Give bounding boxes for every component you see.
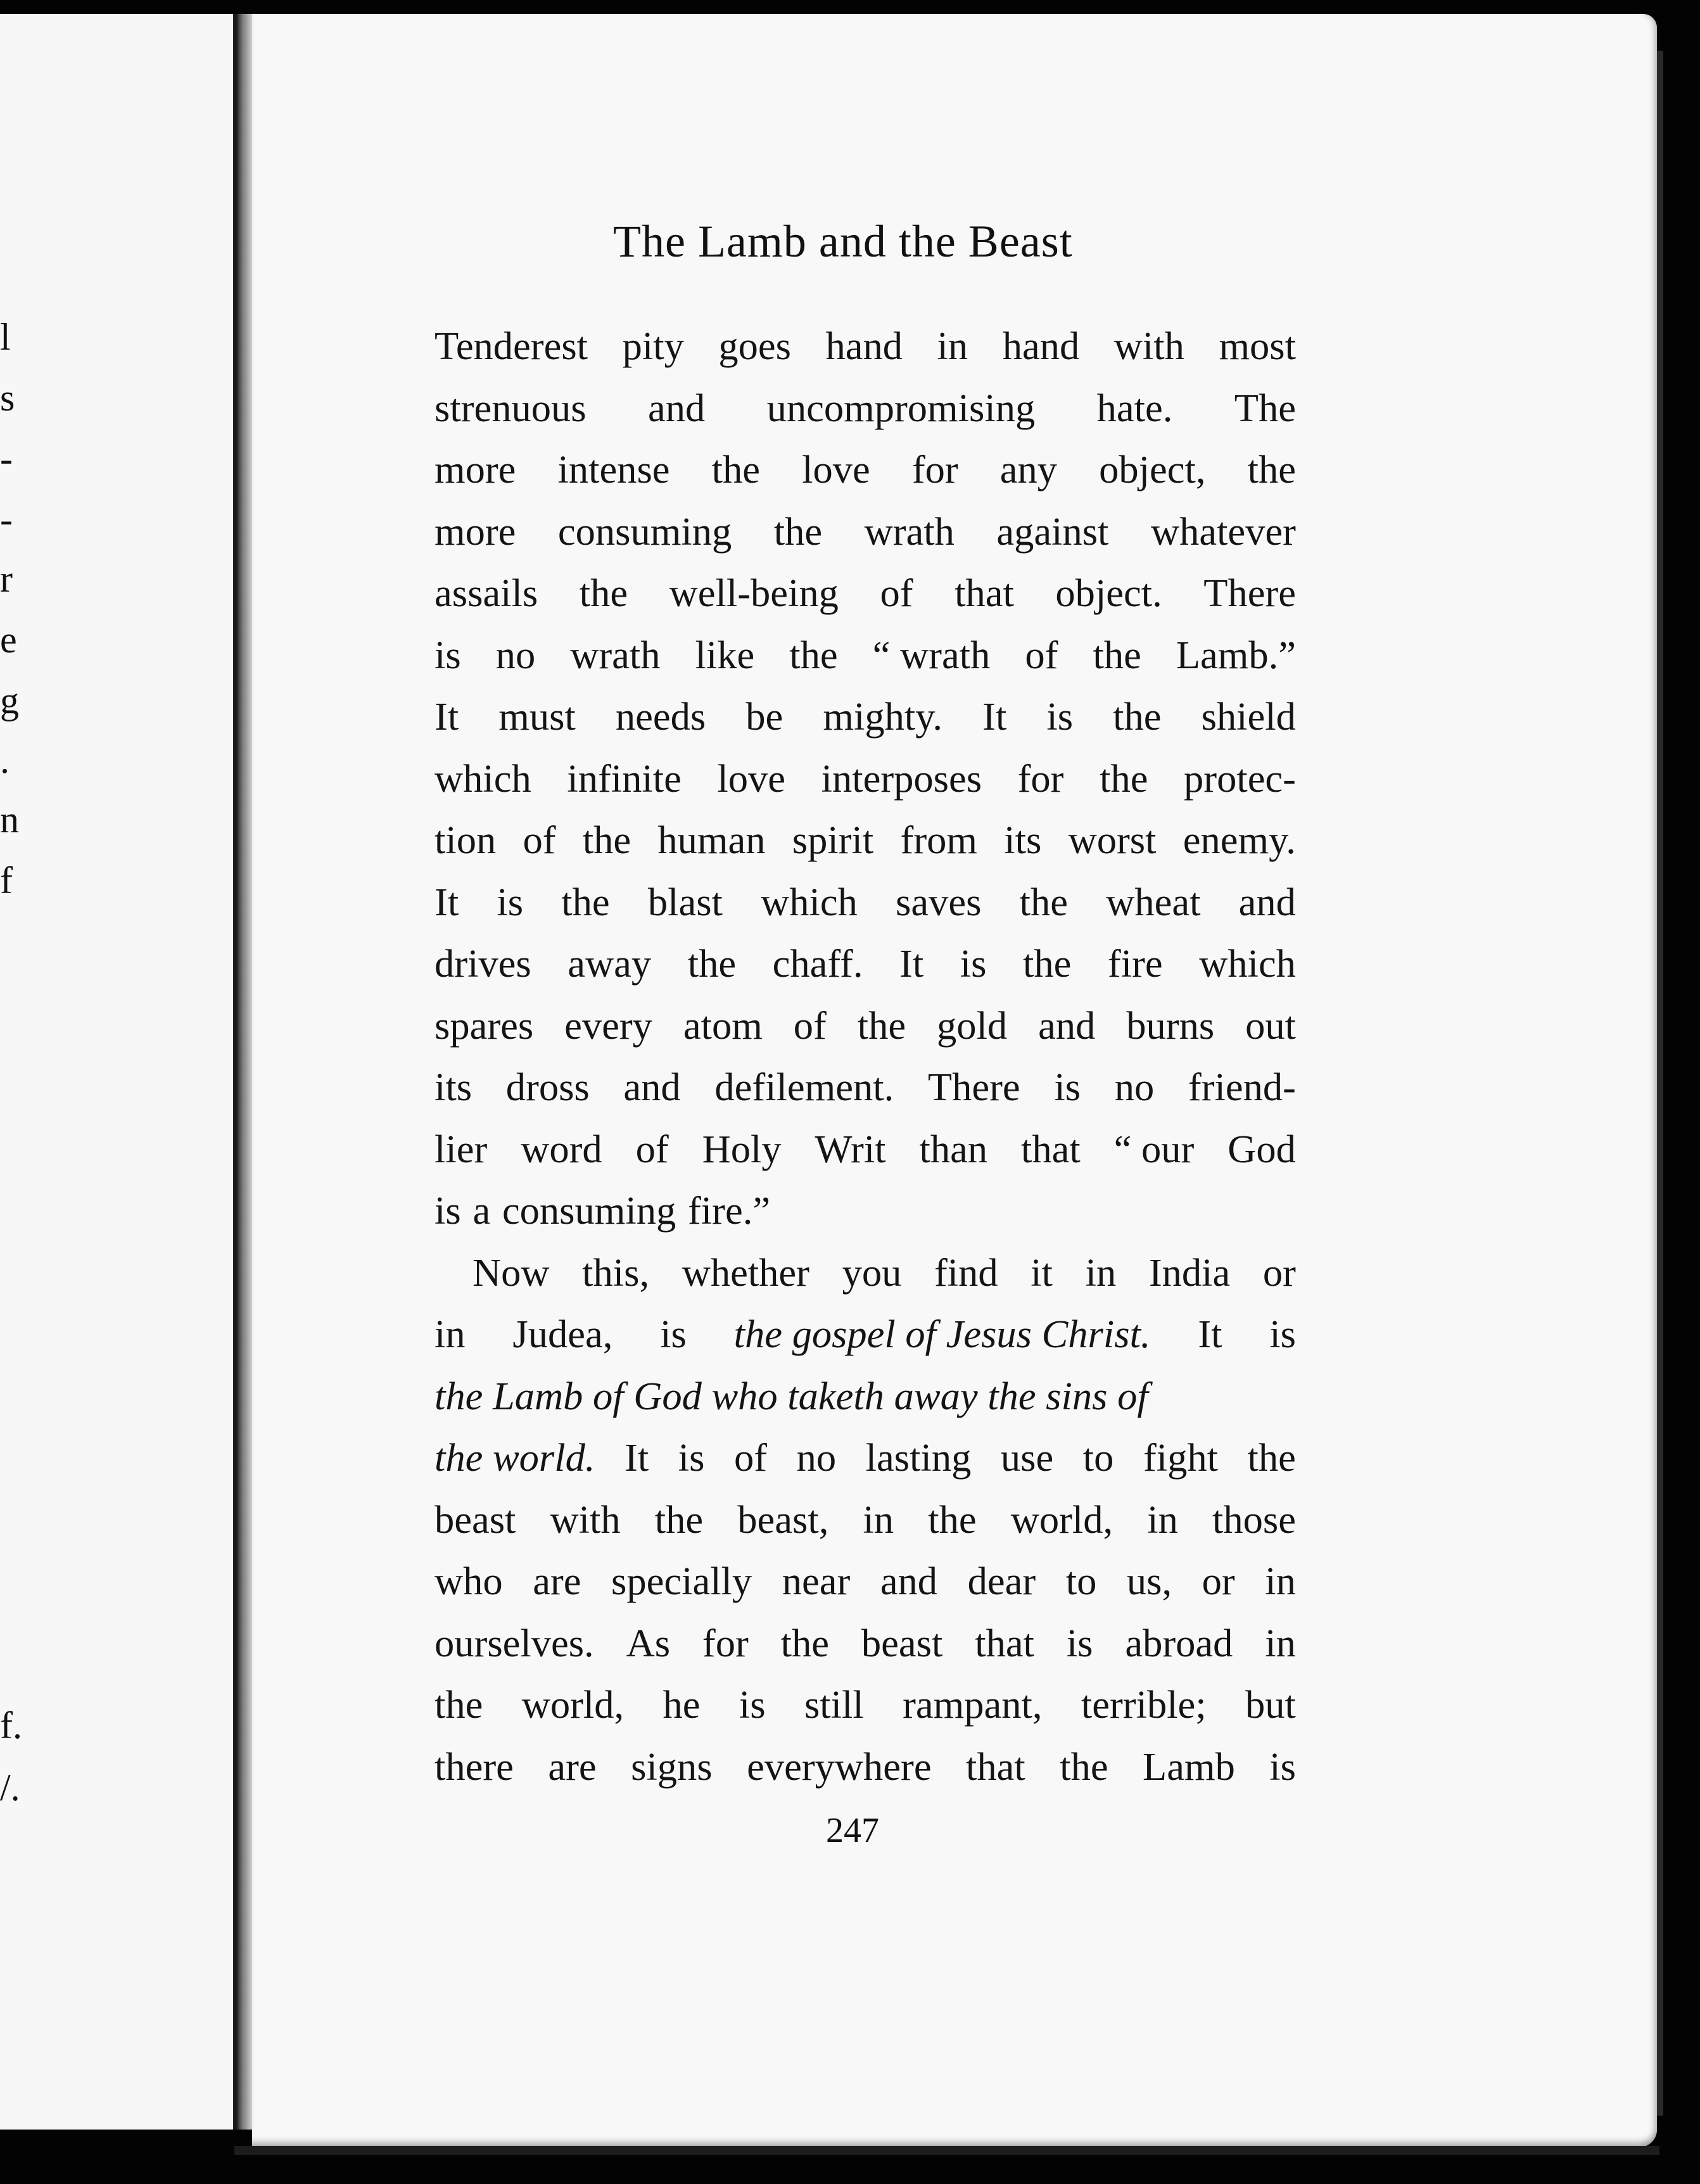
text-line — [435, 1489, 1296, 1551]
word: and — [1238, 879, 1296, 924]
word: he — [663, 1682, 701, 1727]
word: “ our — [1113, 1126, 1195, 1171]
word: is — [435, 632, 461, 677]
text-line — [435, 686, 1296, 748]
word: consuming — [502, 1188, 676, 1233]
page-edge — [1657, 51, 1663, 2116]
word: object, — [1099, 447, 1206, 492]
word: in — [1265, 1620, 1296, 1665]
word: There — [1203, 571, 1296, 615]
word: there — [435, 1744, 514, 1789]
cut-off-letter: s — [0, 377, 15, 419]
text-line — [435, 315, 1296, 378]
word: in — [1085, 1250, 1117, 1295]
word: is — [1066, 1620, 1093, 1665]
word: burns — [1126, 1003, 1215, 1048]
word: the — [687, 941, 737, 986]
word: are — [533, 1559, 581, 1603]
word: blast — [647, 879, 723, 924]
word: fire.” — [687, 1188, 771, 1233]
word: the — [1100, 756, 1148, 801]
word: of — [793, 1003, 827, 1048]
word: is — [960, 941, 987, 986]
word: assails — [435, 571, 538, 615]
text-line — [435, 1366, 1296, 1428]
page-number: 247 — [826, 1811, 879, 1850]
text-line — [435, 933, 1296, 995]
cut-off-letter: f — [0, 860, 13, 901]
word: Judea, — [512, 1312, 613, 1356]
text-line — [435, 1304, 1296, 1366]
word: hate. — [1096, 385, 1173, 430]
word: any — [999, 447, 1058, 492]
word: enemy. — [1183, 818, 1296, 862]
word: the — [711, 447, 761, 492]
word: God — [1227, 1126, 1296, 1171]
word: from — [900, 818, 978, 862]
word: of — [523, 818, 556, 862]
word: dear — [967, 1559, 1036, 1603]
word: still — [804, 1682, 864, 1727]
word: to — [1082, 1435, 1114, 1480]
left-page-cut-off-letters — [0, 316, 22, 1838]
word: is — [678, 1435, 705, 1480]
running-head: The Lamb and the Beast — [613, 216, 1073, 267]
word: the — [1113, 694, 1162, 739]
word: the — [654, 1497, 704, 1542]
word: the — [1023, 941, 1072, 986]
text-line — [435, 562, 1296, 625]
word: chaff. — [772, 941, 863, 986]
word: away — [568, 941, 652, 986]
word: the — [561, 879, 610, 924]
word: spirit — [792, 818, 874, 862]
word: drives — [435, 941, 531, 986]
word: us, — [1126, 1559, 1172, 1603]
word: ourselves. — [435, 1620, 594, 1665]
word: use — [1000, 1435, 1054, 1480]
word: and — [1038, 1003, 1096, 1048]
word: spares — [435, 1003, 534, 1048]
word: in — [435, 1312, 466, 1356]
word: in — [863, 1497, 894, 1542]
text-line — [435, 1736, 1296, 1798]
word: word — [521, 1126, 602, 1171]
text-line — [435, 1180, 1296, 1242]
word: infinite — [567, 756, 682, 801]
word: the — [773, 509, 823, 554]
word: saves — [896, 879, 982, 924]
word: beast, — [737, 1497, 829, 1542]
word: every — [564, 1003, 652, 1048]
text-line — [435, 748, 1296, 810]
word: are — [548, 1744, 597, 1789]
word: is — [1269, 1744, 1296, 1789]
word: in — [1265, 1559, 1296, 1603]
text-line — [435, 1613, 1296, 1675]
word: consuming — [557, 509, 732, 554]
word: for — [1017, 756, 1064, 801]
word: mighty. — [823, 694, 943, 739]
word: fire — [1107, 941, 1163, 986]
word: that — [955, 571, 1014, 615]
word: lasting — [865, 1435, 972, 1480]
word: hand — [825, 324, 903, 368]
word: fight — [1143, 1435, 1218, 1480]
word: and — [880, 1559, 938, 1603]
word: a — [473, 1188, 491, 1233]
word: the gospel of Jesus Christ. — [733, 1312, 1151, 1356]
text-line — [435, 625, 1296, 687]
word: the world. — [435, 1435, 595, 1480]
word: the — [857, 1003, 906, 1048]
word: lier — [435, 1126, 488, 1171]
word: the — [1019, 879, 1068, 924]
word: that — [1021, 1126, 1081, 1171]
word: atom — [683, 1003, 763, 1048]
text-line — [435, 378, 1296, 440]
word: specially — [611, 1559, 752, 1603]
word: terrible; — [1081, 1682, 1207, 1727]
word: strenuous — [435, 385, 587, 430]
word: signs — [631, 1744, 713, 1789]
cut-off-letter: . — [0, 739, 10, 781]
word: well-being — [669, 571, 839, 615]
word: dross — [505, 1065, 590, 1109]
word: more — [435, 509, 516, 554]
word: It — [1198, 1312, 1222, 1356]
word: Now — [473, 1250, 550, 1295]
word: love — [802, 447, 870, 492]
text-line — [435, 995, 1296, 1057]
word: It — [435, 694, 459, 739]
word: object. — [1055, 571, 1162, 615]
word: with — [1113, 324, 1184, 368]
word: most — [1219, 324, 1296, 368]
word: that — [966, 1744, 1025, 1789]
word: the Lamb of God who taketh away the sins of — [435, 1373, 1148, 1418]
word: its — [435, 1065, 473, 1109]
word: worst — [1068, 818, 1157, 862]
word: It — [899, 941, 924, 986]
word: As — [626, 1620, 671, 1665]
word: the — [789, 632, 838, 677]
cut-off-letter: f. — [0, 1705, 22, 1746]
word: for — [702, 1620, 749, 1665]
word: its — [1004, 818, 1042, 862]
word: the — [780, 1620, 830, 1665]
text-line — [435, 1427, 1296, 1489]
body-text — [435, 315, 1296, 1798]
word: Tenderest — [435, 324, 588, 368]
word: against — [996, 509, 1109, 554]
word: pity — [622, 324, 684, 368]
word: the — [435, 1682, 483, 1727]
word: interposes — [821, 756, 982, 801]
word: which — [761, 879, 858, 924]
word: intense — [557, 447, 670, 492]
cut-off-letter: n — [0, 799, 19, 841]
word: the — [582, 818, 631, 862]
word: out — [1245, 1003, 1296, 1048]
word: is — [1046, 694, 1074, 739]
word: whether — [682, 1250, 809, 1295]
word: love — [717, 756, 786, 801]
word: goes — [718, 324, 791, 368]
cut-off-letter: r — [0, 558, 13, 600]
word: is — [1054, 1065, 1081, 1109]
word: or — [1262, 1250, 1296, 1295]
word: and — [623, 1065, 681, 1109]
word: wrath — [570, 632, 661, 677]
word: this, — [582, 1250, 650, 1295]
text-line — [435, 1057, 1296, 1119]
word: Lamb.” — [1176, 632, 1296, 677]
text-line — [435, 439, 1296, 501]
word: everywhere — [747, 1744, 932, 1789]
book-gutter — [237, 14, 252, 2130]
cut-off-letter: l — [0, 316, 11, 358]
word: is — [660, 1312, 687, 1356]
word: or — [1202, 1559, 1235, 1603]
word: who — [435, 1559, 503, 1603]
word: and — [647, 385, 706, 430]
word: which — [1199, 941, 1296, 986]
word: the — [1247, 447, 1296, 492]
text-line — [435, 1119, 1296, 1181]
word: is — [497, 879, 524, 924]
word: human — [657, 818, 766, 862]
word: “ wrath — [872, 632, 991, 677]
page-bottom-edge — [234, 2146, 1659, 2155]
word: in — [1147, 1497, 1178, 1542]
word: is — [435, 1188, 461, 1233]
word: than — [919, 1126, 988, 1171]
word: It — [625, 1435, 649, 1480]
word: for — [911, 447, 958, 492]
word: wrath — [864, 509, 955, 554]
cut-off-letter: - — [0, 438, 13, 479]
word: abroad — [1125, 1620, 1233, 1665]
word: rampant, — [903, 1682, 1043, 1727]
word: which — [435, 756, 531, 801]
word: tion — [435, 818, 497, 862]
word: in — [937, 324, 968, 368]
word: shield — [1201, 694, 1296, 739]
cut-off-letter: /. — [0, 1767, 20, 1808]
word: must — [498, 694, 576, 739]
word: Lamb — [1143, 1744, 1235, 1789]
word: the — [1060, 1744, 1108, 1789]
word: India — [1148, 1250, 1231, 1295]
word: hand — [1002, 324, 1080, 368]
word: to — [1065, 1559, 1097, 1603]
word: gold — [937, 1003, 1008, 1048]
word: find — [934, 1250, 998, 1295]
word: beast — [861, 1620, 943, 1665]
word: you — [842, 1250, 902, 1295]
word: friend- — [1188, 1065, 1296, 1109]
cut-off-letter: - — [0, 498, 13, 540]
text-line — [435, 809, 1296, 872]
text-line — [435, 1242, 1296, 1304]
word: that — [975, 1620, 1034, 1665]
word: Writ — [815, 1126, 886, 1171]
word: Holy — [702, 1126, 782, 1171]
word: the — [579, 571, 628, 615]
word: the — [1247, 1435, 1296, 1480]
word: There — [927, 1065, 1020, 1109]
word: of — [635, 1126, 669, 1171]
word: whatever — [1150, 509, 1296, 554]
word: but — [1245, 1682, 1296, 1727]
word: the — [1093, 632, 1141, 677]
word: It — [435, 879, 459, 924]
word: the — [928, 1497, 977, 1542]
word: protec- — [1184, 756, 1296, 801]
text-line — [435, 1551, 1296, 1613]
cut-off-letter: g — [0, 680, 19, 721]
text-line — [435, 501, 1296, 563]
word: world, — [521, 1682, 625, 1727]
word: no — [1114, 1065, 1155, 1109]
word: it — [1031, 1250, 1053, 1295]
word: no — [495, 632, 536, 677]
word: with — [550, 1497, 621, 1542]
word: The — [1234, 385, 1296, 430]
word: more — [435, 447, 516, 492]
word: wheat — [1106, 879, 1201, 924]
text-line — [435, 1674, 1296, 1736]
word: uncompromising — [766, 385, 1036, 430]
word: be — [745, 694, 783, 739]
word: near — [782, 1559, 851, 1603]
word: world, — [1010, 1497, 1113, 1542]
word: is — [739, 1682, 766, 1727]
word: beast — [435, 1497, 516, 1542]
word: of — [734, 1435, 768, 1480]
word: It — [982, 694, 1007, 739]
word: of — [1025, 632, 1058, 677]
word: needs — [615, 694, 706, 739]
word: defilement. — [714, 1065, 894, 1109]
word: is — [1269, 1312, 1296, 1356]
word: those — [1212, 1497, 1296, 1542]
left-page — [0, 14, 238, 2130]
word: like — [695, 632, 755, 677]
text-line — [435, 872, 1296, 934]
word: of — [880, 571, 913, 615]
cut-off-letter: e — [0, 619, 17, 661]
word: no — [796, 1435, 837, 1480]
